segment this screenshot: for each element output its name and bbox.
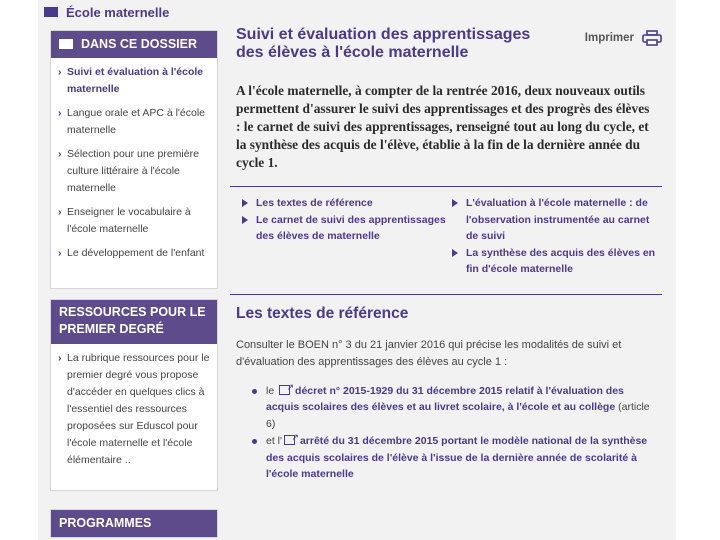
reference-list — [230, 383, 650, 483]
dossier-box — [50, 30, 218, 289]
print-button[interactable] — [585, 30, 662, 46]
programmes-header[interactable]: PROGRAMMES — [51, 510, 217, 537]
printer-icon[interactable] — [642, 30, 662, 46]
toc-item[interactable]: Les textes de référence — [240, 195, 450, 212]
folder-icon — [59, 39, 73, 49]
toc-item[interactable]: La synthèse des acquis des élèves en fin d'école maternelle — [450, 245, 660, 278]
dossier-header — [51, 31, 217, 58]
section-title: Les textes de référence — [236, 304, 409, 322]
ref-link[interactable]: arrêté du 31 décembre 2015 portant le modèle national de la synthèse des acquis scolaires de l'élève à l'issue de la dernière année de scolarité à l'école maternelle — [266, 435, 648, 480]
print-label[interactable]: Imprimer — [584, 32, 634, 44]
programmes-box — [50, 509, 218, 538]
lead-paragraph: A l'école maternelle, à compter de la rentrée 2016, deux nouveaux outils permettent d'assurer le suivi des apprentissages et des progrès des élèves : le carnet de suivi des apprentissages, renseigné tout au long du cycle, et la synthèse des acquis de l'élève, établie à la fin de la dernière année du cycle 1. — [236, 83, 650, 170]
external-link-icon[interactable] — [284, 435, 295, 445]
ref-prefix: et l' — [266, 435, 283, 447]
sidebar-item-culture-litteraire[interactable]: › Sélection pour une première culture littéraire à l'école maternelle — [57, 146, 211, 197]
divider — [230, 186, 662, 187]
ref-link[interactable]: décret n° 2015-1929 du 31 décembre 2015 relatif à l'évaluation des acquis scolaires des élèves et au livret scolaire, à l'école et au collège — [266, 384, 624, 413]
table-of-contents — [230, 195, 662, 278]
sidebar — [50, 30, 218, 540]
ressources-box — [50, 299, 218, 491]
sidebar-item-suivi[interactable]: › Suivi et évaluation à l'école maternelle — [57, 64, 211, 98]
ref-prefix: le — [266, 384, 275, 397]
section-intro: Consulter le BOEN n° 3 du 21 janvier 2016 qui précise les modalités de suivi et d'évaluation des apprentissages des élèves au cycle 1 : — [236, 338, 622, 368]
page-title: Suivi et évaluation des apprentissages des élèves à l'école maternelle — [236, 26, 531, 61]
toc-item[interactable]: Le carnet de suivi des apprentissages des élèves de maternelle — [240, 212, 450, 245]
breadcrumb-label[interactable]: École maternelle — [66, 4, 170, 20]
list-item — [252, 383, 650, 433]
divider — [230, 294, 662, 295]
main-content — [230, 26, 662, 484]
breadcrumb[interactable] — [44, 2, 169, 22]
ressources-header[interactable]: RESSOURCES POUR LE PREMIER DEGRÉ — [51, 300, 217, 344]
list-item — [252, 433, 650, 483]
ressources-text[interactable]: › La rubrique ressources pour le premier degré vous propose d'accéder en quelques clics à l'essentiel des ressources proposées sur Eduscol pour l'école maternelle et l'école élémentaire .. — [51, 344, 217, 475]
sidebar-item-vocabulaire[interactable]: › Enseigner le vocabulaire à l'école maternelle — [57, 204, 211, 238]
ref-suffix: (article 6) — [266, 401, 650, 430]
sidebar-item-langue-orale[interactable]: › Langue orale et APC à l'école maternelle — [57, 105, 211, 139]
external-link-icon[interactable] — [279, 385, 290, 395]
sidebar-item-developpement[interactable]: › Le développement de l'enfant — [57, 245, 211, 262]
dossier-title: DANS CE DOSSIER — [81, 37, 197, 51]
toc-item[interactable]: L'évaluation à l'école maternelle : de l'observation instrumentée au carnet de suivi — [450, 195, 660, 245]
folder-icon — [44, 7, 58, 17]
